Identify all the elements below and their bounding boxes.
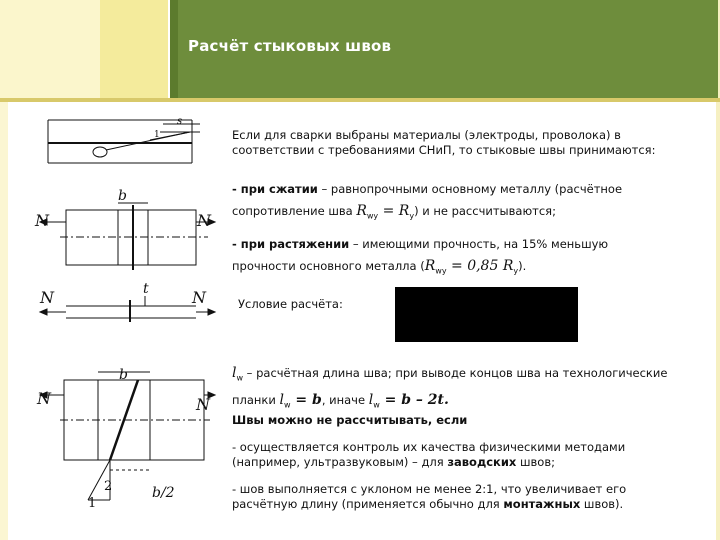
tension-ry-sub: y bbox=[513, 266, 519, 276]
compression-label: - при сжатии bbox=[232, 182, 318, 196]
ry-eq: = R bbox=[378, 203, 410, 219]
rwy-symbol: R bbox=[356, 203, 367, 219]
lw-eq1-l: l bbox=[279, 392, 284, 409]
label-slope-1: 1 bbox=[88, 496, 97, 511]
bullet2-text-a: - шов выполняется с уклоном не менее 2:1, что увеличивает его расчётную длину (применяется обычно для bbox=[232, 482, 627, 511]
condition-label: Условие расчёта: bbox=[238, 297, 343, 311]
label-N-left-1: N bbox=[35, 211, 49, 230]
lw-subscript: w bbox=[236, 373, 244, 383]
butt-joint-section-figure bbox=[40, 296, 215, 322]
label-N-right-2: N bbox=[192, 288, 206, 307]
compression-text: – равнопрочными основному металлу (расчётное сопротивление шва bbox=[232, 182, 623, 218]
lw-eq2-sub: w bbox=[373, 400, 380, 410]
page-title: Расчёт стыковых швов bbox=[188, 37, 392, 55]
lw-text: – расчётная длина шва; при выводе концов шва на технологические планки bbox=[232, 366, 668, 408]
bullet2-text-b: швов). bbox=[580, 497, 624, 511]
label-N-right-1: N bbox=[197, 211, 211, 230]
bullet1-text-b: швов; bbox=[516, 455, 555, 469]
ry-subscript: y bbox=[409, 211, 415, 221]
label-b-mid: b bbox=[119, 367, 128, 383]
lw-eq2-rest: = b – 2t bbox=[379, 392, 444, 409]
compression-paragraph bbox=[232, 178, 672, 227]
tension-paragraph bbox=[232, 233, 672, 282]
tension-eq: = 0,85 R bbox=[446, 258, 514, 274]
tension-rwy: R bbox=[424, 258, 436, 274]
bullet2-bold: монтажных bbox=[503, 497, 581, 511]
lw-symbol: l bbox=[232, 365, 237, 381]
tension-rwy-sub: wy bbox=[435, 266, 447, 276]
lw-eq2-l: l bbox=[368, 392, 374, 409]
tension-text: – имеющими прочность, на 15% меньшую прочности основного металла ( bbox=[232, 237, 609, 273]
lw-eq1-sub: w bbox=[284, 400, 291, 410]
bullet-factory bbox=[232, 440, 672, 470]
label-N-left-2: N bbox=[40, 288, 54, 307]
bullet1-bold: заводских bbox=[447, 455, 517, 469]
compression-tail: ) и не рассчитываются; bbox=[414, 204, 556, 218]
label-slope-2: 2 bbox=[104, 479, 113, 494]
tension-tail: ). bbox=[518, 259, 527, 273]
bullet1-text-a: - осуществляется контроль их качества физическими методами (например, ультразвуковым) – для bbox=[232, 440, 626, 469]
lw-otherwise: , иначе bbox=[321, 393, 369, 408]
lw-paragraph bbox=[232, 362, 672, 417]
lw-eq1-rest: = b bbox=[290, 392, 322, 409]
label-N-left-3: N bbox=[37, 389, 51, 408]
intro-text: Если для сварки выбраны материалы (электроды, проволока) в соответствии с требованиями СНиП, то стыковые швы принимаются: bbox=[232, 128, 656, 157]
butt-joint-plan-figure bbox=[40, 203, 215, 270]
tension-label: - при растяжении bbox=[232, 237, 350, 251]
intro-paragraph bbox=[232, 128, 672, 158]
label-N-right-3: N bbox=[196, 395, 210, 414]
no-calc-heading: Швы можно не рассчитывать, если bbox=[232, 413, 468, 427]
bullet-mounting bbox=[232, 482, 672, 512]
formula-image-placeholder bbox=[395, 287, 578, 342]
label-b-top: b bbox=[118, 188, 127, 204]
weld-symbol-1: 1 bbox=[154, 130, 160, 140]
lw-end: . bbox=[443, 392, 449, 409]
inclined-weld-figure bbox=[40, 372, 215, 500]
rwy-subscript: wy bbox=[366, 211, 379, 221]
label-t: t bbox=[143, 281, 149, 297]
label-b-half: b/2 bbox=[152, 485, 175, 501]
weld-symbol-s: s bbox=[177, 116, 183, 127]
